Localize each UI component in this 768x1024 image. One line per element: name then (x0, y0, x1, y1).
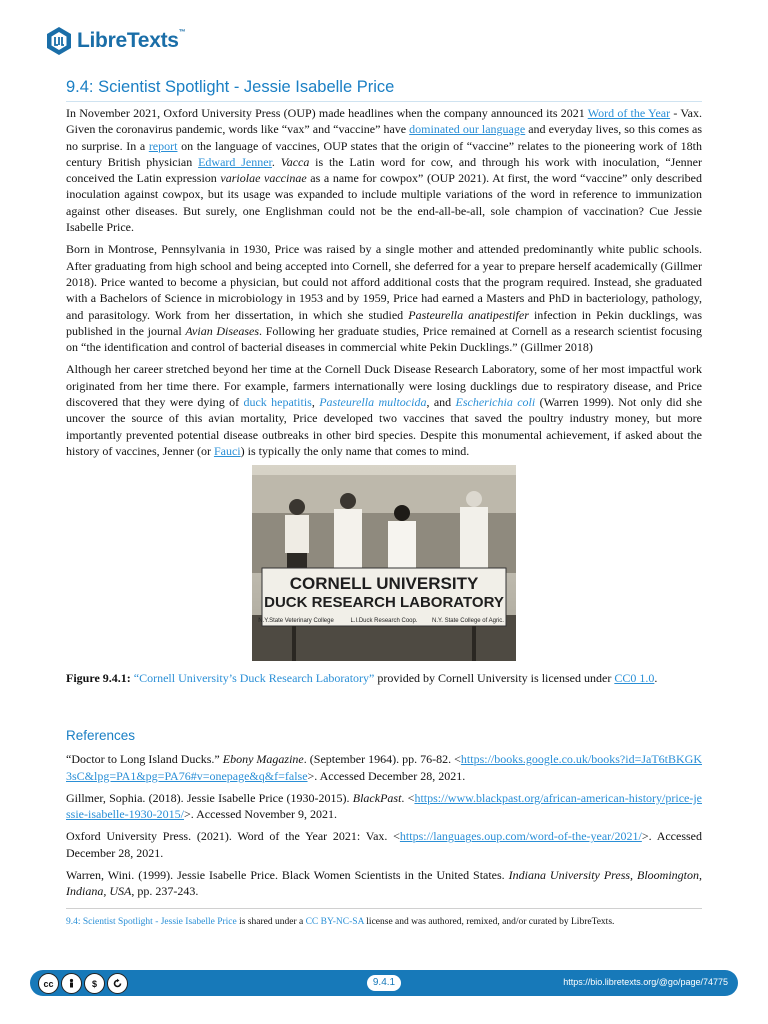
page-number-badge: 9.4.1 (367, 975, 401, 991)
link-ref-2[interactable]: https://www.blackpast.org/african-american-history/price-jessie-isabelle-1930-2015/ (66, 790, 702, 822)
link-cc0[interactable]: CC0 1.0 (614, 671, 655, 686)
paragraph-1: In November 2021, Oxford University Press (OUP) made headlines when the company announced its 2021 Word of the Year - Vax. Given the coronavirus pandemic, words like “vax” and “vaccine” have dominated our language and everyday lives, so this comes as no surprise. In a report on the language of vaccines, OUP states that the origin of “vaccine” relates to the pioneering work of 18th century British physician Edward Jenner. Vacca is the Latin word for cow, and through his work with inoculation, “Jenner conceived the Latin expression variolae vaccinae as a name for cowpox” (OUP 2021). At first, the word “vaccine” only described inoculation against cowpox, but its usage was expanded to include multiple variations of the word in reference to immunization against other diseases. But surely, one Englishman could not be the end-all-be-all, sole champion of vaccination? Cue Jessie Isabelle Price. (66, 106, 703, 235)
cc-license-icons[interactable] (38, 973, 128, 993)
reference-2: Gillmer, Sophia. (2018). Jessie Isabelle Price (1930-2015). BlackPast. <https://www.blackpast.org/african-american-history/price-jessie-isabelle-1930-2015/>. Accessed November 9, 2021. (66, 790, 702, 822)
nc-icon: $ (84, 973, 105, 994)
sign-line-1: CORNELL UNIVERSITY (289, 574, 479, 594)
link-dominated-language[interactable]: dominated our language (409, 122, 526, 137)
link-ref-3[interactable]: https://languages.oup.com/word-of-the-year/2021/ (399, 829, 642, 844)
footer-bar (30, 970, 738, 996)
sign-sub-2: L.I.Duck Research Coop. (350, 618, 418, 625)
logo-text[interactable]: LibreTexts™ (77, 29, 186, 52)
link-e-coli[interactable]: Escherichia coli (455, 395, 536, 410)
figure-photo (252, 465, 516, 661)
link-word-of-the-year[interactable]: Word of the Year (587, 106, 671, 120)
reference-3: Oxford University Press. (2021). Word of the Year 2021: Vax. <https://languages.oup.com/word-of-the-year/2021/>. Accessed December 28, 2021. (66, 829, 702, 860)
figure-caption: Figure 9.4.1: “Cornell University’s Duck Research Laboratory” provided by Cornell University is licensed under CC0 1.0. (66, 671, 658, 686)
paragraph-2: Born in Montrose, Pennsylvania in 1930, Price was raised by a single mother and attended predominantly white public schools. After graduating from high school and being accepted into Cornell, she deferred for a year to prepare herself academically (Gillmer 2018). Price wanted to become a physician, but could not afford additional costs that the program required. Instead, she graduated with a Bachelors of Science in microbiology in 1953 and by 1959, Price had earned a Masters and PhD in bacteriology, pathology, and parasitology. Work from her dissertation, in which she studied Pasteurella anatipestifer infection in Pekin ducklings, was published in the journal Avian Diseases. Following her graduate studies, Price remained at Cornell as a research scientist focusing on “the identification and control of bacterial diseases in commercial white Pekin Ducklings.” (Gillmer 2018) (66, 242, 703, 355)
sa-icon (107, 973, 128, 994)
cc-icon: cc (38, 973, 59, 994)
header (44, 26, 185, 56)
sign-sub-1: N.Y.State Veterinary College (258, 618, 334, 625)
link-report[interactable]: report (148, 138, 178, 153)
link-edward-jenner[interactable]: Edward Jenner (198, 154, 272, 169)
license-line: 9.4: Scientist Spotlight - Jessie Isabelle Price is shared under a CC BY-NC-SA license and was authored, remixed, and/or curated by LibreTexts. (66, 908, 702, 929)
link-duck-hepatitis[interactable]: duck hepatitis (243, 395, 312, 410)
sign-line-2: DUCK RESEARCH LABORATORY (264, 594, 504, 612)
link-ref-1[interactable]: https://books.google.co.uk/books?id=JaT6tBKGK3sC&lpg=PA1&pg=PA76#v=onepage&q&f=false (66, 752, 703, 783)
link-pasteurella[interactable]: Pasteurella multocida (319, 395, 427, 410)
reference-1: “Doctor to Long Island Ducks.” Ebony Magazine. (September 1964). pp. 76-82. <https://books.google.co.uk/books?id=JaT6tBKGK3sC&lpg=PA1&pg=PA76#v=onepage&q&f=false>. Accessed December 28, 2021. (66, 752, 703, 783)
article-body (66, 105, 702, 929)
page-title: 9.4: Scientist Spotlight - Jessie Isabelle Price (66, 78, 702, 102)
references-heading: References (66, 728, 136, 744)
reference-4: Warren, Wini. (1999). Jessie Isabelle Price. Black Women Scientists in the United States. Indiana University Press, Bloomington, Indiana, USA, pp. 237-243. (66, 868, 702, 899)
by-icon (61, 973, 82, 994)
sign-sub-3: N.Y. State College of Agric. (432, 618, 504, 625)
footer-url[interactable]: https://bio.libretexts.org/@go/page/74775 (563, 977, 728, 987)
libretexts-logo-icon[interactable] (44, 26, 74, 56)
link-figure-source[interactable]: “Cornell University’s Duck Research Laboratory” (133, 671, 375, 686)
link-page-title[interactable]: 9.4: Scientist Spotlight - Jessie Isabelle Price (66, 916, 237, 927)
link-cc-by-nc-sa[interactable]: CC BY-NC-SA (305, 916, 364, 927)
paragraph-3: Although her career stretched beyond her time at the Cornell Duck Disease Research Laboratory, some of her most impactful work originated from her time there. For example, farmers internationally were losing ducklings due to respiratory disease, and Price discovered that they were dying of duck hepatitis, Pasteurella multocida, and Escherichia coli (Warren 1999). Not only did she uncover the source of this avian mortality, Price developed two vaccines that saved the poultry industry money, but more importantly prevented potential disease outbreaks in other bird species. Despite this monumental achievement, if asked about the history of vaccines, Jenner (or Fauci) is typically the only name that comes to mind. (66, 362, 703, 458)
link-fauci[interactable]: Fauci (213, 443, 241, 458)
duck-lab-photo (252, 465, 516, 661)
